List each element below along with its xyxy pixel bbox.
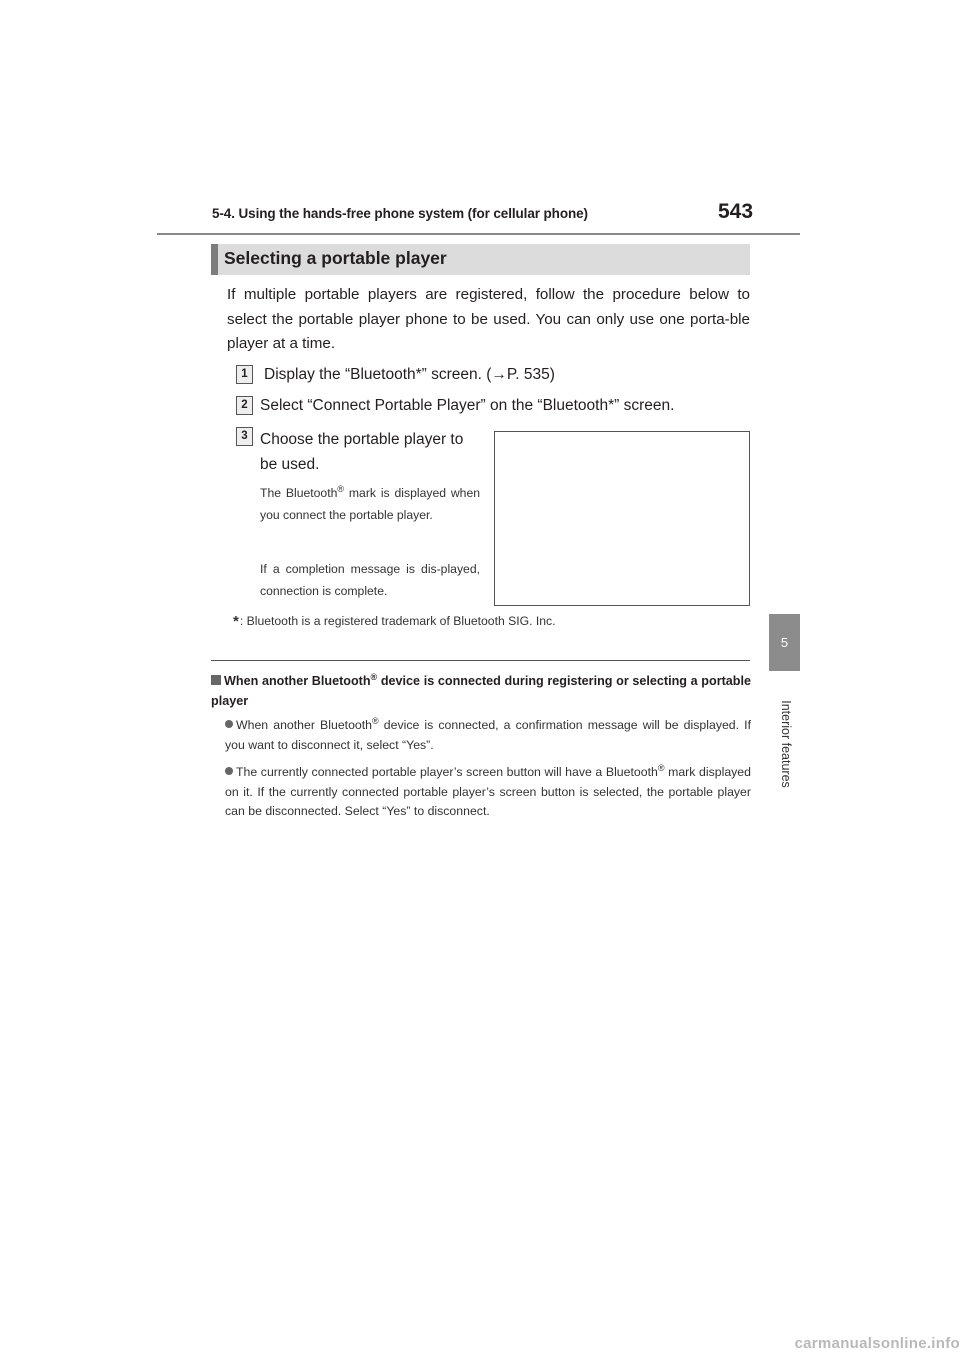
registered-mark: ® <box>370 671 378 682</box>
round-bullet-icon <box>225 767 233 775</box>
round-bullet-icon <box>225 720 233 728</box>
section-title: Selecting a portable player <box>224 248 447 268</box>
registered-mark: ® <box>337 483 345 494</box>
step3-note-1 <box>260 482 480 526</box>
footnote-marker: * <box>233 613 239 630</box>
bullet-2-text-cont: mark displayed on it. If the currently connected portable player’s screen button is selected, the portable player can be disconnected. Select “Yes” to disconnect. <box>225 765 751 818</box>
note-2-text: If a completion message is dis-played, connection is complete. <box>260 562 480 598</box>
info-heading <box>211 671 751 711</box>
bullet-1-text: When another Bluetooth <box>236 718 373 732</box>
registered-mark: ® <box>657 762 665 773</box>
step-text-1: Display the “Bluetooth*” screen. (→P. 535) <box>264 366 555 383</box>
step-number-1: 1 <box>236 365 253 384</box>
registered-mark: ® <box>372 715 379 726</box>
bullet-2-text: The currently connected portable player’s screen button will have a Bluetooth <box>236 765 658 779</box>
chapter-header-title: 5-4. Using the hands-free phone system (for cellular phone) <box>212 206 588 221</box>
step-number-2: 2 <box>236 396 253 415</box>
chapter-tab-label-wrap <box>766 684 806 804</box>
page-number: 543 <box>718 200 754 223</box>
info-divider <box>211 660 750 661</box>
step-number-3: 3 <box>236 427 253 446</box>
step3-note-2 <box>260 558 480 602</box>
square-bullet-icon <box>211 675 221 685</box>
info-heading-text: When another Bluetooth <box>224 674 371 688</box>
info-bullet-2 <box>225 763 751 822</box>
header-rule <box>157 233 800 235</box>
info-bullet-1 <box>225 716 751 755</box>
bullet-1-text-cont: device is connected, a confirmation message will be displayed. If you want to disconnect it, select “Yes”. <box>225 718 751 752</box>
section-title-bar <box>211 244 750 275</box>
section-accent <box>211 244 218 275</box>
step-text-3: Choose the portable player to be used. <box>260 431 464 473</box>
chapter-tab: 5 <box>769 614 800 671</box>
info-heading-text-cont: device is connected during registering or selecting a portable player <box>211 674 751 708</box>
chapter-tab-label: Interior features <box>779 700 793 788</box>
note-1-text-cont: mark is displayed when you connect the portable player. <box>260 486 480 522</box>
section-intro: If multiple portable players are registered, follow the procedure below to select the portable player phone to be used. You can only use one porta-ble player at a time. <box>227 286 750 352</box>
footnote <box>233 613 556 630</box>
step-text-2: Select “Connect Portable Player” on the “Bluetooth*” screen. <box>260 397 675 414</box>
screen-illustration <box>494 431 750 606</box>
footnote-text: : Bluetooth is a registered trademark of Bluetooth SIG. Inc. <box>239 614 556 628</box>
note-1-text: The Bluetooth <box>260 486 338 500</box>
watermark: carmanualsonline.info <box>794 1335 960 1352</box>
